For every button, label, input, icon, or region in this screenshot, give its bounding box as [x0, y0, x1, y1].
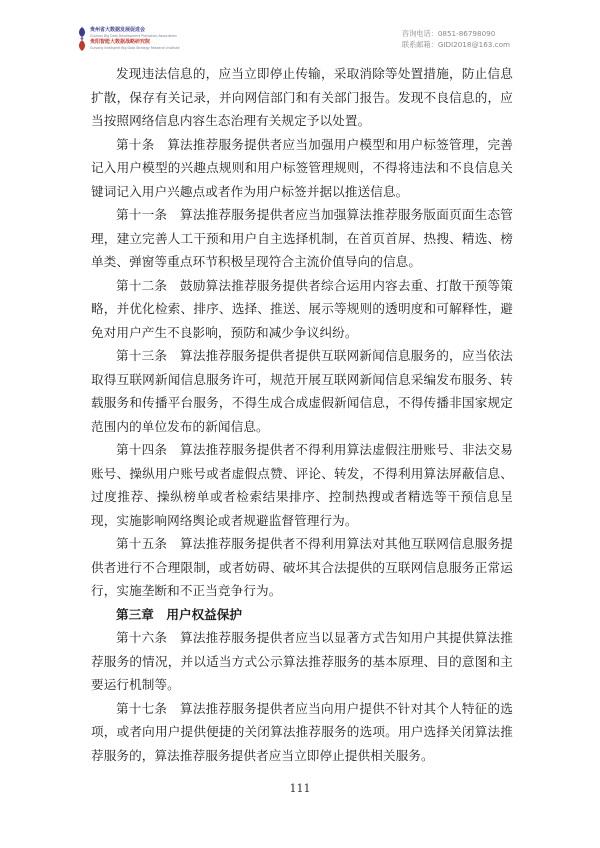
logo-text-association-en: Guizhou Big Data Development Promotion Association — [90, 34, 177, 38]
page-number: 111 — [289, 782, 311, 795]
paragraph-continuation: 发现违法信息的，应当立即停止传输，采取消除等处置措施，防止信息扩散，保存有关记录，并向网信部门和有关部门报告。发现不良信息的，应当按照网络信息内容生态治理有关规定予以处置。 — [91, 66, 513, 128]
contact-info — [402, 28, 510, 50]
chapter-heading: 第三章 用户权益保护 — [116, 606, 242, 622]
logo-text-association: 贵州省大数据发展促进会 — [90, 27, 146, 33]
logo-text-institute: 贵阳智能大数据战略研究院 — [90, 39, 151, 45]
article-17: 第十七条 算法推荐服务提供者应当向用户提供不针对其个人特征的选项，或者向用户提供便捷的关闭算法推荐服务的选项。用户选择关闭算法推荐服务的，算法推荐服务提供者应当立即停止提供相关服务。 — [91, 700, 513, 763]
article-12: 第十二条 鼓励算法推荐服务提供者综合运用内容去重、打散干预等策略，并优化检索、排序、选择、推送、展示等规则的透明度和可解释性，避免对用户产生不良影响，预防和减少争议纠纷。 — [91, 277, 513, 340]
page-header — [0, 0, 600, 60]
contact-phone: 咨询电话：0851-86798090 — [401, 29, 496, 38]
contact-email: 联系邮箱：GIDI2018@163.com — [401, 40, 510, 49]
article-16: 第十六条 算法推荐服务提供者应当以显著方式告知用户其提供算法推荐服务的情况，并以适当方式公示算法推荐服务的基本原理、目的意图和主要运行机制等。 — [91, 630, 513, 692]
article-14: 第十四条 算法推荐服务提供者不得利用算法虚假注册账号、非法交易账号、操纵用户账号或者虚假点赞、评论、转发，不得利用算法屏蔽信息、过度推荐、操纵榜单或者检索结果排序、控制热搜或者精选等干预信息呈现，实施影响网络舆论或者规避监督管理行为。 — [91, 442, 513, 528]
document-body — [91, 62, 513, 767]
organization-logo — [76, 24, 216, 54]
article-11: 第十一条 算法推荐服务提供者应当加强算法推荐服务版面页面生态管理，建立完善人工干预和用户自主选择机制，在首页首屏、热搜、精选、榜单类、弹窗等重点环节积极呈现符合主流价值导向的信息。 — [91, 207, 513, 269]
logo-emblem-icon — [76, 26, 88, 52]
article-13: 第十三条 算法推荐服务提供者提供互联网新闻信息服务的，应当依法取得互联网新闻信息服务许可，规范开展互联网新闻信息采编发布服务、转载服务和传播平台服务，不得生成合成虚假新闻信息，不得传播非国家规定范围内的单位发布的新闻信息。 — [91, 348, 513, 434]
article-10: 第十条 算法推荐服务提供者应当加强用户模型和用户标签管理，完善记入用户模型的兴趣点规则和用户标签管理规则，不得将违法和不良信息关键词记入用户兴趣点或者作为用户标签并据以推送信息。 — [91, 136, 513, 199]
article-15: 第十五条 算法推荐服务提供者不得利用算法对其他互联网信息服务提供者进行不合理限制，或者妨碍、破坏其合法提供的互联网信息服务正常运行，实施垄断和不正当竞争行为。 — [91, 536, 513, 598]
logo-text-institute-en: Guiyang Intelligent Big Data Strategy Research Institute — [90, 46, 180, 50]
